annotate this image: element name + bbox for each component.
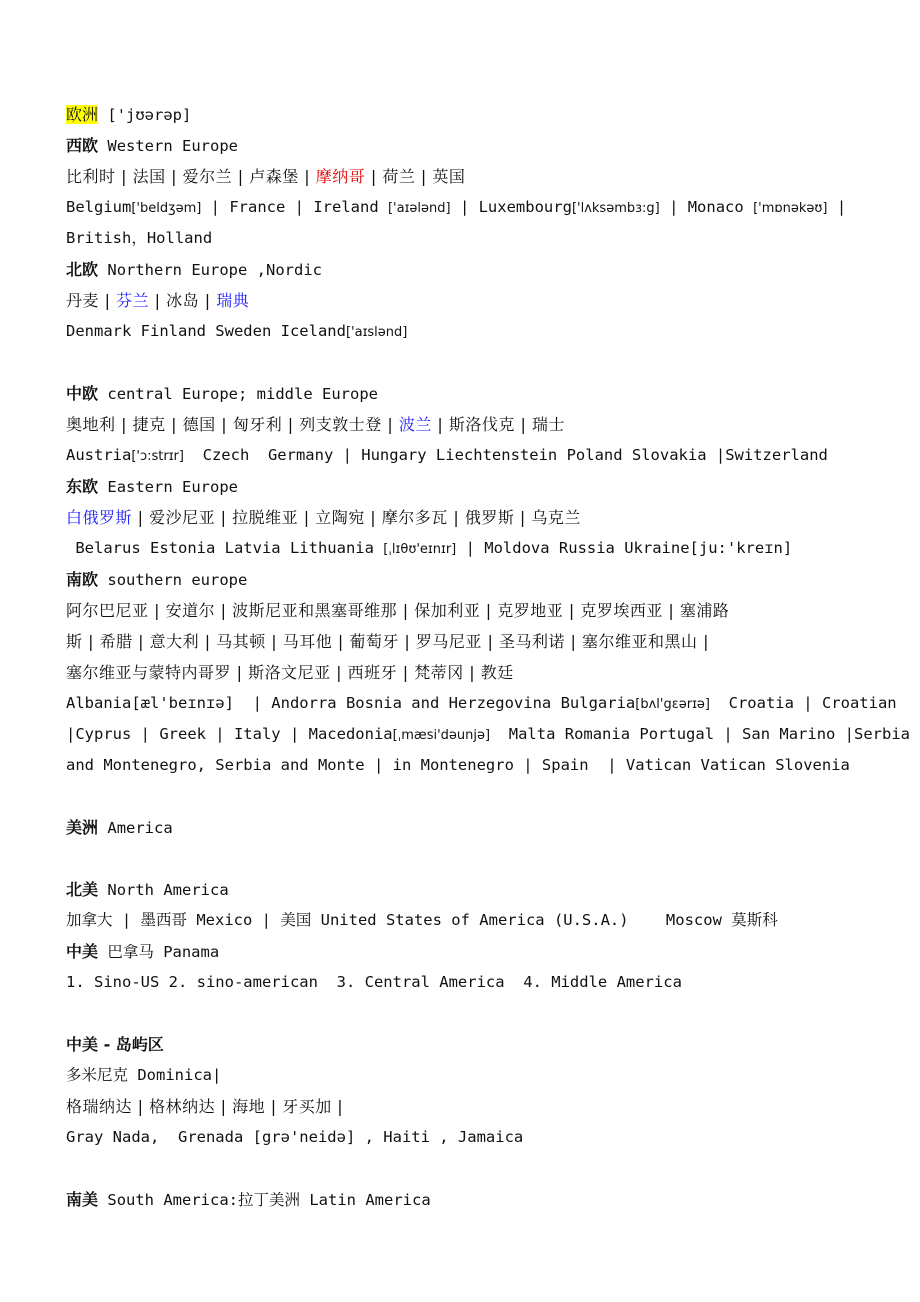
central-america-heading-line bbox=[66, 936, 866, 967]
central-heading-line bbox=[66, 378, 866, 409]
western-en1-a: Belgium bbox=[66, 198, 132, 216]
northern-cn-line bbox=[66, 285, 866, 316]
northern-heading: 北欧 bbox=[66, 260, 99, 279]
north-america-heading-line bbox=[66, 874, 866, 905]
western-en1-c: | Luxembourg bbox=[450, 198, 572, 216]
america-heading-line bbox=[66, 812, 866, 843]
caribbean-heading-line bbox=[66, 1029, 866, 1060]
western-en2-line bbox=[66, 223, 866, 254]
northern-en1: Denmark Finland Sweden Iceland bbox=[66, 322, 346, 340]
spacer bbox=[66, 781, 866, 812]
eastern-en1-line bbox=[66, 533, 866, 564]
western-en1-ipa1: ['beldʒəm] bbox=[131, 201, 202, 216]
western-en1-line bbox=[66, 192, 866, 223]
western-en1-ipa4: ['mɒnəkəʊ] bbox=[753, 201, 828, 216]
document-page bbox=[66, 99, 911, 1215]
eastern-heading-line bbox=[66, 471, 866, 502]
spacer bbox=[66, 347, 866, 378]
northern-heading-line bbox=[66, 254, 866, 285]
central-en1-a: Austria bbox=[66, 446, 132, 464]
northern-en1-line bbox=[66, 316, 866, 347]
western-en1-b: | France | Ireland bbox=[201, 198, 388, 216]
southern-en1-line bbox=[66, 688, 897, 719]
northern-cn-b: | 冰岛 | bbox=[149, 291, 217, 310]
western-en1-ipa2: ['aɪələnd] bbox=[387, 201, 451, 216]
southern-en1-b: Croatia | Croatian bbox=[709, 694, 897, 712]
southern-cn2: 斯 | 希腊 | 意大利 | 马其顿 | 马耳他 | 葡萄牙 | 罗马尼亚 | 圣马利诺 | 塞尔维亚和黑山 | bbox=[66, 632, 709, 651]
western-cn-a: 比利时 | 法国 | 爱尔兰 | 卢森堡 | bbox=[66, 167, 316, 186]
western-heading: 西欧 bbox=[66, 136, 99, 155]
southern-en2-b: Malta Romania Portugal | San Marino |Serbia bbox=[490, 725, 911, 743]
western-en2: British，Holland bbox=[66, 229, 213, 247]
western-cn-b: | 荷兰 | 英国 bbox=[365, 167, 466, 186]
western-en1-e: | bbox=[827, 198, 847, 216]
central-america-list: 1. Sino-US 2. sino-american 3. Central America 4. Middle America bbox=[66, 973, 682, 991]
north-america-line1: 加拿大 | 墨西哥 Mexico | 美国 United States of America (U.S.A.) Moscow 莫斯科 bbox=[66, 911, 778, 929]
southern-en1-ipa: [bʌl'gεərɪə] bbox=[635, 697, 710, 712]
northern-en1-ipa: ['aɪslənd] bbox=[345, 325, 408, 340]
central-cn-b: | 斯洛伐克 | 瑞士 bbox=[431, 415, 565, 434]
spacer bbox=[66, 843, 866, 874]
central-cn-line bbox=[66, 409, 866, 440]
southern-en2-line bbox=[66, 719, 911, 750]
south-america-heading: 南美 bbox=[66, 1190, 99, 1209]
northern-cn-blue1: 芬兰 bbox=[116, 291, 150, 310]
caribbean-line2: 格瑞纳达 | 格林纳达 | 海地 | 牙买加 | bbox=[66, 1097, 344, 1116]
central-cn-a: 奥地利 | 捷克 | 德国 | 匈牙利 | 列支敦士登 | bbox=[66, 415, 399, 434]
south-america-en: South America:拉丁美洲 Latin America bbox=[107, 1191, 431, 1209]
southern-heading-line bbox=[66, 564, 866, 595]
northern-en: Northern Europe ,Nordic bbox=[107, 261, 322, 279]
western-heading-line bbox=[66, 130, 866, 161]
western-en1-d: | Monaco bbox=[659, 198, 754, 216]
spacer bbox=[66, 1153, 866, 1184]
south-america-heading-line bbox=[66, 1184, 866, 1215]
southern-en: southern europe bbox=[107, 571, 248, 589]
caribbean-line1: 多米尼克 Dominica| bbox=[66, 1066, 222, 1084]
eastern-cn-line bbox=[66, 502, 866, 533]
western-cn-line bbox=[66, 161, 866, 192]
southern-cn3: 塞尔维亚与蒙特内哥罗 | 斯洛文尼亚 | 西班牙 | 梵蒂冈 | 教廷 bbox=[66, 663, 514, 682]
central-en1-ipa: ['ɔ:strɪr] bbox=[131, 449, 184, 464]
southern-cn1: 阿尔巴尼亚 | 安道尔 | 波斯尼亚和黑塞哥维那 | 保加利亚 | 克罗地亚 | 克罗埃西亚 | 塞浦路 bbox=[66, 601, 730, 620]
europe-title-line bbox=[66, 99, 866, 130]
central-en: central Europe; middle Europe bbox=[107, 385, 378, 403]
southern-heading: 南欧 bbox=[66, 570, 99, 589]
southern-en1-a: Albania[æl'beɪnɪə] | Andorra Bosnia and Herzegovina Bulgaria bbox=[66, 694, 636, 712]
eastern-cn-blue: 白俄罗斯 bbox=[66, 508, 133, 527]
eastern-en: Eastern Europe bbox=[107, 478, 239, 496]
eastern-en1-b: | Moldova Russia Ukraine[ju:'kreɪn] bbox=[456, 539, 793, 557]
america-heading: 美洲 bbox=[66, 818, 99, 837]
central-cn-blue: 波兰 bbox=[398, 415, 432, 434]
eastern-cn-b: | 爱沙尼亚 | 拉脱维亚 | 立陶宛 | 摩尔多瓦 | 俄罗斯 | 乌克兰 bbox=[132, 508, 581, 527]
western-en1-ipa3: ['lʌksəmbɜ:g] bbox=[571, 201, 660, 216]
caribbean-line3: Gray Nada, Grenada [grə'neidə] , Haiti , Jamaica bbox=[66, 1128, 524, 1146]
eastern-heading: 东欧 bbox=[66, 477, 99, 496]
southern-en3: and Montenegro, Serbia and Monte | in Montenegro | Spain | Vatican Vatican Slovenia bbox=[66, 756, 850, 774]
central-en1-b: Czech Germany | Hungary Liechtenstein Poland Slovakia |Switzerland bbox=[183, 446, 828, 464]
western-cn-red: 摩纳哥 bbox=[315, 167, 366, 186]
america-en: America bbox=[107, 819, 173, 837]
central-en1-line bbox=[66, 440, 866, 471]
southern-en2-ipa: [ˌmæsi'dəunjə] bbox=[392, 728, 491, 743]
europe-title: 欧洲 bbox=[66, 105, 99, 124]
eastern-en1-ipa: [ˌlɪθʊ'eɪnɪr] bbox=[383, 542, 457, 557]
southern-en2-a: |Cyprus | Greek | Italy | Macedonia bbox=[66, 725, 393, 743]
north-america-en: North America bbox=[107, 881, 229, 899]
western-en: Western Europe bbox=[107, 137, 239, 155]
central-america-heading: 中美 bbox=[66, 942, 99, 961]
europe-ipa: ['jʊərəp] bbox=[107, 106, 192, 124]
north-america-heading: 北美 bbox=[66, 880, 99, 899]
northern-cn-blue2: 瑞典 bbox=[216, 291, 250, 310]
central-america-rest: 巴拿马 Panama bbox=[107, 943, 220, 961]
eastern-en1-a: Belarus Estonia Latvia Lithuania bbox=[66, 539, 384, 557]
caribbean-heading: 中美 - 岛屿区 bbox=[66, 1035, 164, 1054]
northern-cn-a: 丹麦 | bbox=[66, 291, 117, 310]
central-heading: 中欧 bbox=[66, 384, 99, 403]
spacer bbox=[66, 998, 866, 1029]
